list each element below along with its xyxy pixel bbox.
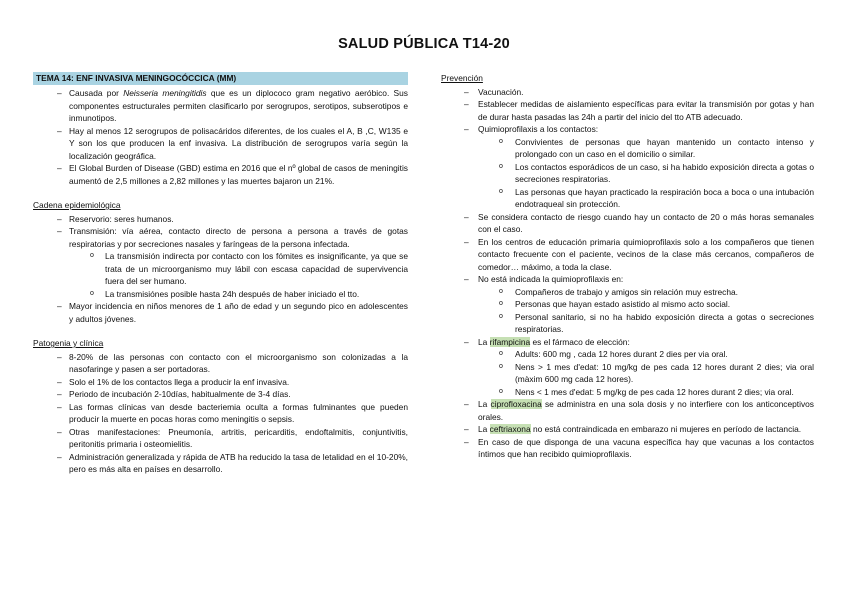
section-heading-prevention: Prevención [441, 73, 483, 83]
highlighted-drug: ciprofloxacina [490, 399, 542, 409]
section-heading-pathogenesis: Patogenia y clínica [33, 338, 104, 348]
list-item: – Reservorio: seres humanos. [33, 213, 408, 226]
list-item: – Vacunación. [441, 86, 814, 99]
list-item: – Causada por Neisseria meningitidis que es un diplococo gram negativo aeróbico. Sus componentes estructurales permiten clasificarlo por serogrupos, serotipos, subserotipos e inmunotipos. [33, 87, 408, 125]
list-item: – La ciprofloxacina se administra en una sola dosis y no interfiere con los anticonceptivos orales. [441, 398, 814, 423]
species-name: Neisseria meningitidis [123, 88, 207, 98]
sub-list-item: o Personal sanitario, si no ha habido exposición directa a gotas o secreciones respiratorias. [441, 311, 814, 336]
sub-list-item: o Convivientes de personas que hayan mantenido un contacto intenso y prolongado con un caso en el domicilio o similar. [441, 136, 814, 161]
intro-list [33, 87, 408, 187]
prevention-list [441, 86, 814, 461]
sub-list-item: o Nens < 1 mes d'edat: 5 mg/kg de pes cada 12 hores durant 2 dies; via oral. [441, 386, 814, 399]
list-item: – Establecer medidas de aislamiento específicas para evitar la transmisión por gotas y han de durar hasta pasadas las 24h a partir del inicio del tto ATB adecuado. [441, 98, 814, 123]
list-item: – Hay al menos 12 serogrupos de polisacáridos diferentes, de los cuales el A, B ,C, W135 e Y son los que producen la enf invasiva. La distribución de serogrupos varía según la localización geográfica. [33, 125, 408, 163]
list-item: – En caso de que disponga de una vacuna específica hay que vacunas a los contactos íntimos que han recibido quimioprofilaxis. [441, 436, 814, 461]
topic-heading: TEMA 14: ENF INVASIVA MENINGOCÓCCICA (MM) [33, 72, 408, 85]
list-item: – La rifampicina es el fármaco de elección: [441, 336, 814, 349]
left-column [33, 72, 408, 476]
list-item: – En los centros de educación primaria quimioprofilaxis solo a los compañeros que tienen contacto frecuente con el paciente, vecinos de la clase más cercanos, compañeros de comedor… máximo, a toda la clase. [441, 236, 814, 274]
list-item: – Otras manifestaciones: Pneumonía, artritis, pericarditis, endoftalmitis, conjuntivitis, peritonitis primaria i osteomielitis. [33, 426, 408, 451]
list-item: – Administración generalizada y rápida de ATB ha reducido la tasa de letalidad en el 10-20%, pero es más alta en países en desarrollo. [33, 451, 408, 476]
list-item: – No está indicada la quimioprofilaxis en: [441, 273, 814, 286]
sub-list-item: o Los contactos esporádicos de un caso, si ha habido exposición directa a gotas o secreciones respiratorias. [441, 161, 814, 186]
list-item: – Mayor incidencia en niños menores de 1 año de edad y un segundo pico en adolescentes y adultos jóvenes. [33, 300, 408, 325]
list-item: – Periodo de incubación 2-10días, habitualmente de 3-4 días. [33, 388, 408, 401]
right-column [441, 72, 814, 461]
list-item: – Transmisión: vía aérea, contacto directo de persona a persona a través de gotas respiratorias y por secreciones nasales y faríngeas de la persona infectada. [33, 225, 408, 250]
list-item: – Solo el 1% de los contactos llega a producir la enf invasiva. [33, 376, 408, 389]
sub-list-item: o Compañeros de trabajo y amigos sin relación muy estrecha. [441, 286, 814, 299]
sub-list-item: o Nens > 1 mes d'edat: 10 mg/kg de pes cada 12 hores durant 2 dies; via oral (màxim 600 mg cada 12 hores). [441, 361, 814, 386]
section-heading-epidemiology: Cadena epidemiológica [33, 200, 121, 210]
list-item: – El Global Burden of Disease (GBD) estima en 2016 que el nº global de casos de meningitis aumentó de 2,5 millones a 2,82 millones y las muertes bajaron un 21%. [33, 162, 408, 187]
highlighted-drug: rifampicina [489, 336, 531, 347]
page-title: SALUD PÚBLICA T14-20 [338, 36, 510, 52]
list-item: – Quimioprofilaxis a los contactos: [441, 123, 814, 136]
pathogenesis-list [33, 351, 408, 476]
sub-list-item: o Las personas que hayan practicado la respiración boca a boca o una intubación endotraqueal sin protección. [441, 186, 814, 211]
epi-list [33, 213, 408, 326]
sub-list-item: o La transmisiónes posible hasta 24h después de haber iniciado el tto. [33, 288, 408, 301]
sub-list-item: o Personas que hayan estado asistido al mismo acto social. [441, 298, 814, 311]
list-item: – La ceftriaxona no está contraindicada en embarazo ni mujeres en período de lactancia. [441, 423, 814, 436]
list-item: – 8-20% de las personas con contacto con el microorganismo son colonizadas a la nasofaringe y pasen a ser portadoras. [33, 351, 408, 376]
sub-list-item: o Adults: 600 mg , cada 12 hores durant 2 dies per via oral. [441, 348, 814, 361]
list-item: – Las formas clínicas van desde bacteriemia oculta a formas fulminantes que pueden producir la muerte en pocas horas como meningitis o sepsis. [33, 401, 408, 426]
highlighted-drug: ceftriaxona [489, 424, 531, 434]
sub-list-item: o La transmisión indirecta por contacto con los fómites es insignificante, ya que se trata de un microorganismo muy lábil con escasa capacidad de supervivencia fuera del ser humano. [33, 250, 408, 288]
list-item: – Se considera contacto de riesgo cuando hay un contacto de 20 o más horas semanales con el caso. [441, 211, 814, 236]
